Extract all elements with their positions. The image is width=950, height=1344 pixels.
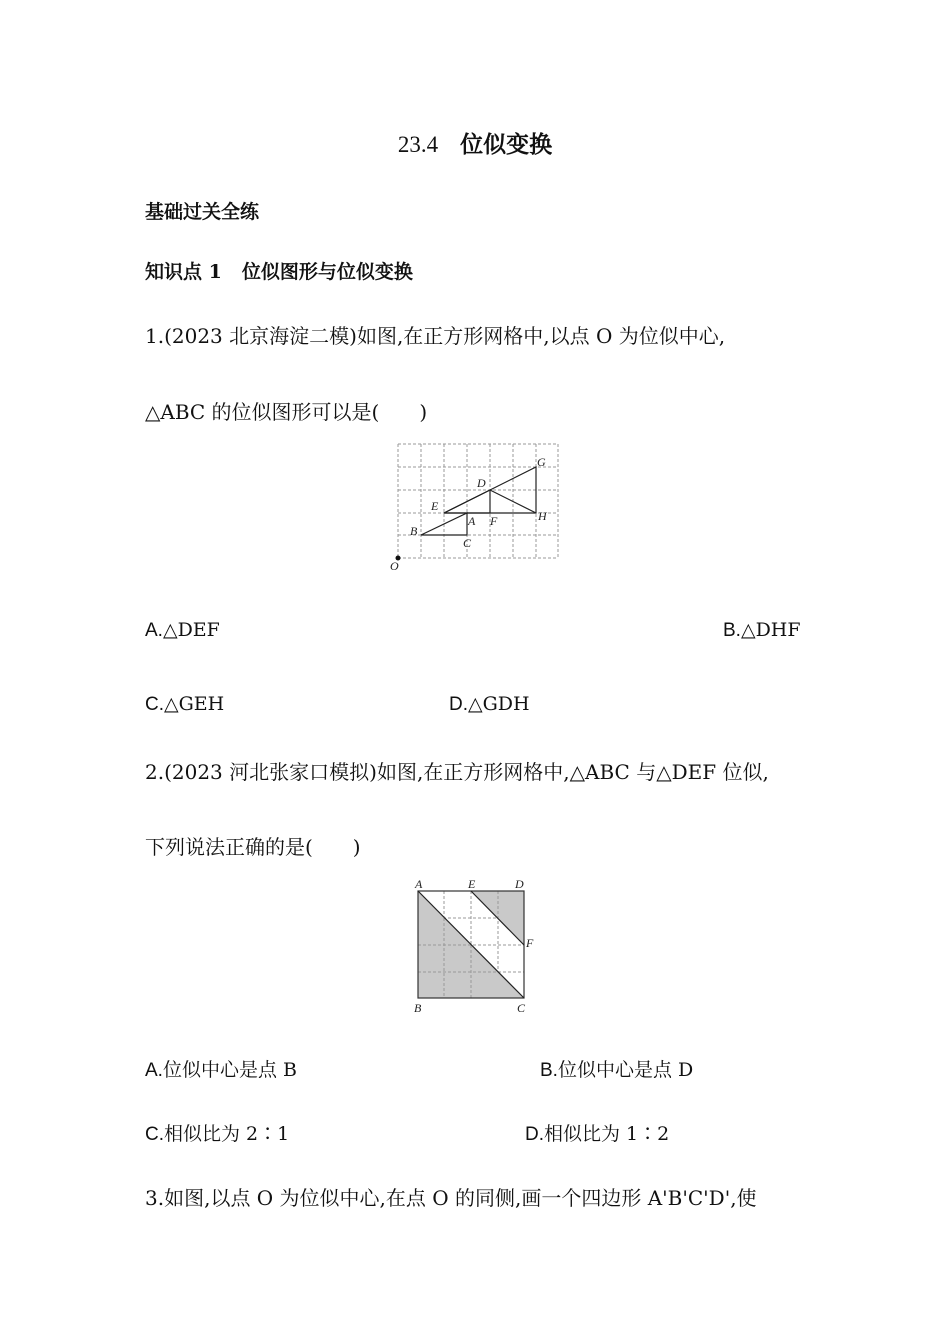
title-number: 23.4 [397, 132, 439, 157]
label-a: A [415, 877, 423, 891]
label-b: B [410, 524, 418, 538]
q1-option-b[interactable]: B.△DHF [723, 619, 801, 641]
q1-option-d[interactable]: D.△GDH [449, 693, 530, 715]
section-heading: 基础过关全练 [145, 201, 260, 223]
q2-stem-line2: 下列说法正确的是( ) [145, 835, 361, 859]
q1-grid [398, 444, 558, 558]
label-b: B [414, 1001, 422, 1015]
label-o: O [390, 559, 399, 573]
title-text: 位似变换 [460, 131, 553, 158]
label-h: H [538, 509, 547, 523]
q3-stem-line1: 3.如图,以点 O 为位似中心,在点 O 的同侧,画一个四边形 A'B'C'D',使 [145, 1186, 757, 1210]
page-title [0, 126, 950, 159]
q1-figure [385, 436, 570, 576]
q1-option-a[interactable]: A.△DEF [145, 619, 220, 641]
q2-option-b[interactable]: B.位似中心是点 D [540, 1059, 694, 1081]
knowledge-point-heading [145, 257, 413, 284]
knowledge-point-name: 位似图形与位似变换 [241, 261, 413, 283]
q1-option-c[interactable]: C.△GEH [145, 693, 225, 715]
label-d: D [477, 476, 486, 490]
q2-stem-line1: 2.(2023 河北张家口模拟)如图,在正方形网格中,△ABC 与△DEF 位似, [145, 760, 769, 784]
label-c: C [517, 1001, 526, 1015]
q1-stem-line2: △ABC 的位似图形可以是( ) [145, 400, 428, 424]
label-c: C [463, 536, 472, 550]
label-f: F [526, 936, 534, 950]
q2-option-a[interactable]: A.位似中心是点 B [145, 1059, 297, 1081]
knowledge-point-label: 知识点 1 [145, 261, 222, 283]
label-d: D [515, 877, 524, 891]
q2-option-c[interactable]: C.相似比为 2∶1 [145, 1123, 290, 1145]
label-e: E [431, 499, 439, 513]
label-g: G [537, 455, 546, 469]
label-e: E [468, 877, 476, 891]
q2-option-d[interactable]: D.相似比为 1∶2 [525, 1123, 670, 1145]
q1-stem-line1: 1.(2023 北京海淀二模)如图,在正方形网格中,以点 O 为位似中心, [145, 324, 726, 348]
label-f: F [490, 514, 498, 528]
label-a: A [468, 514, 476, 528]
q2-figure [405, 874, 545, 1019]
